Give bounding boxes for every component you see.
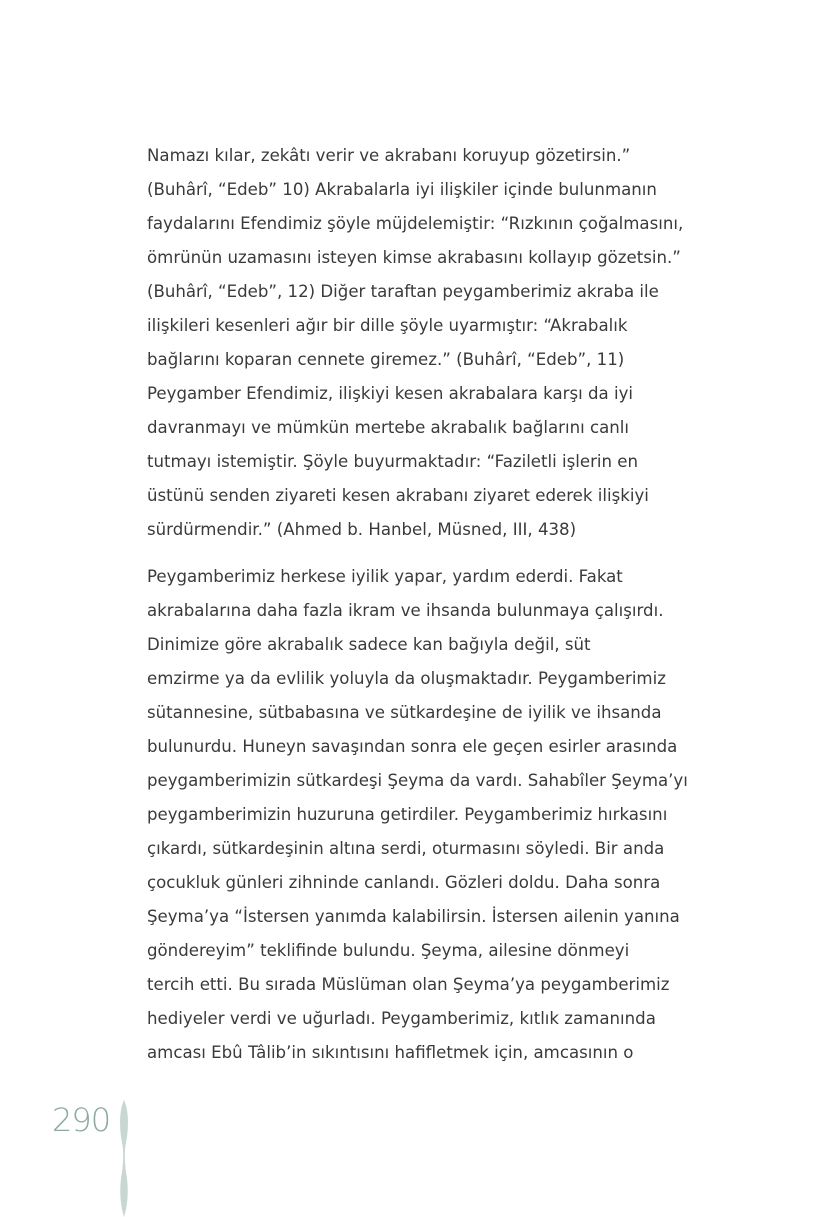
text-line: Namazı kılar, zekâtı verir ve akrabanı koruyup gözetirsin.” xyxy=(147,146,631,165)
text-line: Dinimize göre akrabalık sadece kan bağıyla değil, süt xyxy=(147,635,591,654)
text-line: hediyeler verdi ve uğurladı. Peygamberimiz, kıtlık zamanında xyxy=(147,1009,656,1028)
text-line: akrabalarına daha fazla ikram ve ihsanda bulunmaya çalışırdı. xyxy=(147,601,664,620)
text-line: peygamberimizin sütkardeşi Şeyma da vardı. Sahabîler Şeyma’yı xyxy=(147,771,688,790)
text-line: Peygamberimiz herkese iyilik yapar, yardım ederdi. Fakat xyxy=(147,567,623,586)
page-ornament-icon xyxy=(112,1100,136,1217)
text-line: bağlarını koparan cennete giremez.” (Buhârî, “Edeb”, 11) xyxy=(147,350,625,369)
paragraph-2 xyxy=(147,560,707,1070)
text-line: (Buhârî, “Edeb” 10) Akrabalarla iyi ilişkiler içinde bulunmanın xyxy=(147,180,657,199)
text-line: üstünü senden ziyareti kesen akrabanı ziyaret ederek ilişkiyi xyxy=(147,486,649,505)
page-number: 290 xyxy=(52,1101,111,1139)
text-line: çocukluk günleri zihninde canlandı. Gözleri doldu. Daha sonra xyxy=(147,873,661,892)
text-line: (Buhârî, “Edeb”, 12) Diğer taraftan peygamberimiz akraba ile xyxy=(147,282,659,301)
text-line: tercih etti. Bu sırada Müslüman olan Şeyma’ya peygamberimiz xyxy=(147,975,670,994)
text-line: ilişkileri kesenleri ağır bir dille şöyle uyarmıştır: “Akrabalık xyxy=(147,316,628,335)
text-line: tutmayı istemiştir. Şöyle buyurmaktadır: “Faziletli işlerin en xyxy=(147,452,639,471)
text-line: çıkardı, sütkardeşinin altına serdi, oturmasını söyledi. Bir anda xyxy=(147,839,665,858)
text-line: amcası Ebû Tâlib’in sıkıntısını hafifletmek için, amcasının o xyxy=(147,1043,634,1062)
text-line: peygamberimizin huzuruna getirdiler. Peygamberimiz hırkasını xyxy=(147,805,668,824)
text-line: emzirme ya da evlilik yoluyla da oluşmaktadır. Peygamberimiz xyxy=(147,669,666,688)
text-line: sürdürmendir.” (Ahmed b. Hanbel, Müsned, III, 438) xyxy=(147,520,577,539)
text-line: faydalarını Efendimiz şöyle müjdelemiştir: “Rızkının çoğalmasını, xyxy=(147,214,684,233)
text-line: ömrünün uzamasını isteyen kimse akrabasını kollayıp gözetsin.” xyxy=(147,248,681,267)
text-line: Şeyma’ya “İstersen yanımda kalabilirsin. İstersen ailenin yanına xyxy=(147,907,680,926)
text-line: sütannesine, sütbabasına ve sütkardeşine de iyilik ve ihsanda xyxy=(147,703,662,722)
paragraph-1 xyxy=(147,139,707,547)
text-line: bulunurdu. Huneyn savaşından sonra ele geçen esirler arasında xyxy=(147,737,678,756)
text-line: göndereyim” teklifinde bulundu. Şeyma, ailesine dönmeyi xyxy=(147,941,630,960)
text-line: davranmayı ve mümkün mertebe akrabalık bağlarını canlı xyxy=(147,418,630,437)
text-line: Peygamber Efendimiz, ilişkiyi kesen akrabalara karşı da iyi xyxy=(147,384,634,403)
